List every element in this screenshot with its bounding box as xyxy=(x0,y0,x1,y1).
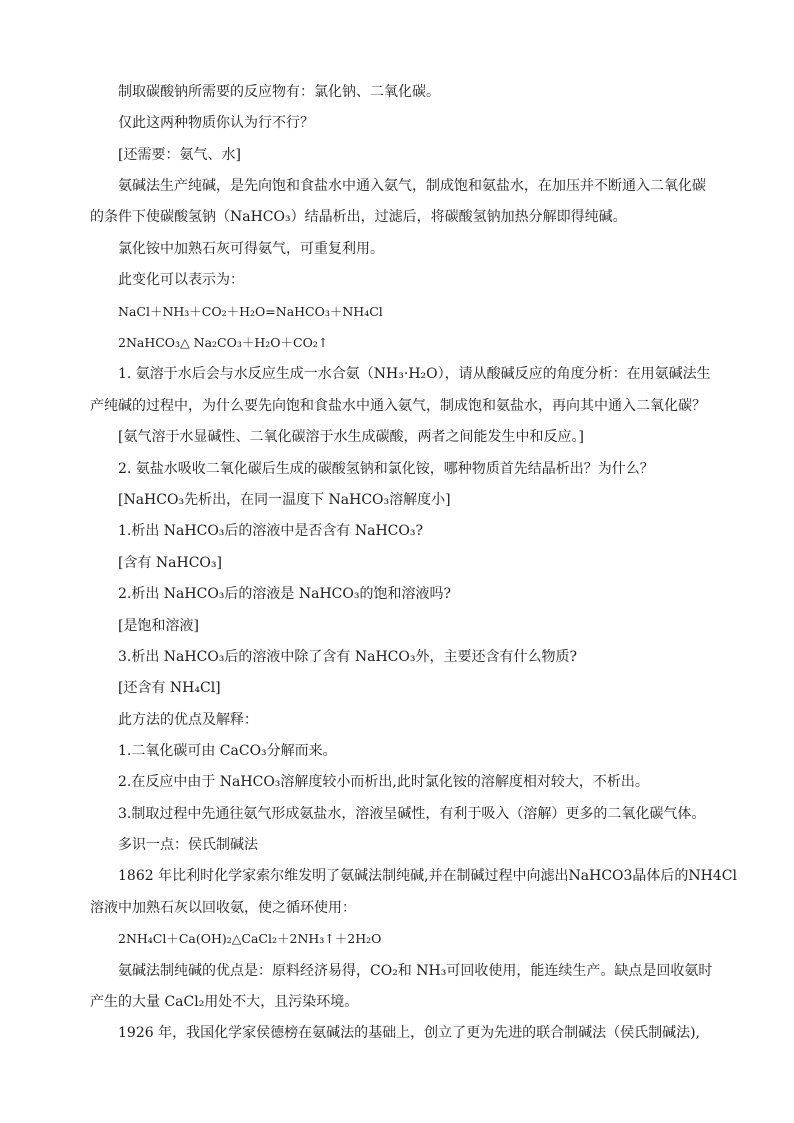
equation-line: 2NH₄Cl＋Ca(OH)₂△CaCl₂＋2NH₃↑＋2H₂O xyxy=(118,931,382,946)
text-line: 多识一点：侯氏制碱法 xyxy=(118,837,258,853)
text-line: 1862 年比利时化学家索尔维发明了氨碱法制纯碱,并在制碱过程中向滤出NaHCO3晶体后的NH4Cl xyxy=(118,868,737,884)
text-line: [还需要：氨气、水] xyxy=(118,147,241,163)
equation-line: NaCl＋NH₃＋CO₂＋H₂O=NaHCO₃＋NH₄Cl xyxy=(118,304,383,319)
text-line: 产生的大量 CaCl₂用处不大，且污染环境。 xyxy=(90,994,359,1010)
text-line: 1926 年，我国化学家侯德榜在氨碱法的基础上，创立了更为先进的联合制碱法（侯氏制碱法), xyxy=(118,1025,700,1041)
text-line: 1. 氨溶于水后会与水反应生成一水合氨（NH₃·H₂O），请从酸碱反应的角度分析：在用氨碱法生 xyxy=(118,366,711,382)
text-line: 氨碱法制纯碱的优点是：原料经济易得，CO₂和 NH₃可回收使用，能连续生产。缺点是回收氨时 xyxy=(118,963,713,979)
text-line: 氨碱法生产纯碱，是先向饱和食盐水中通入氨气，制成饱和氨盐水，在加压并不断通入二氧化碳 xyxy=(118,178,706,194)
text-line: 溶液中加熟石灰以回收氨，使之循环使用： xyxy=(90,900,356,916)
text-line: 产纯碱的过程中，为什么要先向饱和食盐水中通入氨气，制成饱和氨盐水，再向其中通入二氧化碳？ xyxy=(90,398,706,414)
text-line: 1.析出 NaHCO₃后的溶液中是否含有 NaHCO₃? xyxy=(118,523,423,539)
text-line: 2.在反应中由于 NaHCO₃溶解度较小而析出,此时氯化铵的溶解度相对较大，不析出。 xyxy=(118,774,649,790)
text-line: 的条件下使碳酸氢钠（NaHCO₃）结晶析出，过滤后，将碳酸氢钠加热分解即得纯碱。 xyxy=(90,209,627,225)
text-line: [氨气溶于水显碱性、二氧化碳溶于水生成碳酸，两者之间能发生中和反应。] xyxy=(118,429,584,445)
text-line: 仅此这两种物质你认为行不行？ xyxy=(118,115,314,131)
text-line: 1.二氧化碳可由 CaCO₃分解而来。 xyxy=(118,743,337,759)
text-line: 此变化可以表示为： xyxy=(118,272,244,288)
text-line: [还含有 NH₄Cl] xyxy=(118,680,221,696)
text-line: [是饱和溶液] xyxy=(118,618,199,634)
text-line: 3.制取过程中先通往氨气形成氨盐水，溶液呈碱性，有利于吸入（溶解）更多的二氧化碳气体。 xyxy=(118,806,706,822)
text-line: [NaHCO₃先析出，在同一温度下 NaHCO₃溶解度小] xyxy=(118,492,451,508)
text-line: 氯化铵中加熟石灰可得氨气，可重复利用。 xyxy=(118,241,384,257)
text-line: 2.析出 NaHCO₃后的溶液是 NaHCO₃的饱和溶液吗? xyxy=(118,586,451,602)
equation-line: 2NaHCO₃△ Na₂CO₃＋H₂O＋CO₂↑ xyxy=(118,335,329,350)
text-line: 3.析出 NaHCO₃后的溶液中除了含有 NaHCO₃外，主要还含有什么物质? xyxy=(118,649,577,665)
text-line: 2. 氨盐水吸收二氧化碳后生成的碳酸氢钠和氯化铵，哪种物质首先结晶析出？为什么？ xyxy=(118,461,654,477)
text-line: [含有 NaHCO₃] xyxy=(118,555,222,571)
text-line: 此方法的优点及解释： xyxy=(118,712,258,728)
text-line: 制取碳酸钠所需要的反应物有：氯化钠、二氧化碳。 xyxy=(118,84,440,100)
